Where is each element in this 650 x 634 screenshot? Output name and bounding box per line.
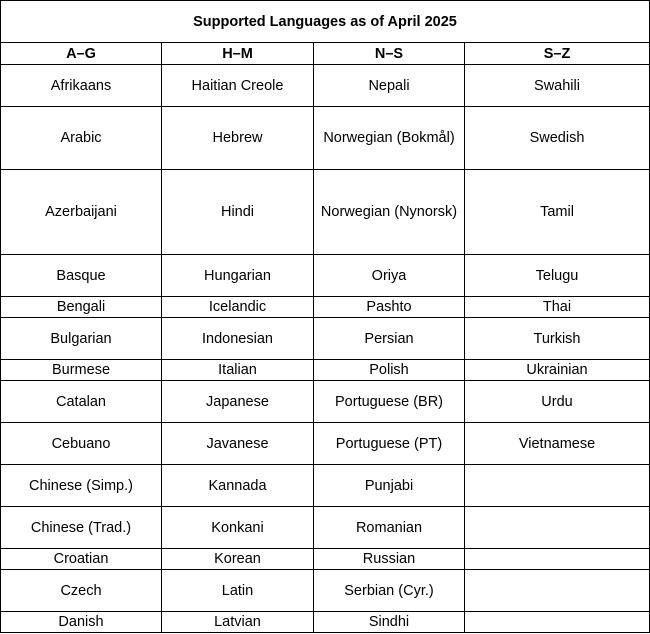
- table-cell: Hungarian: [162, 255, 314, 297]
- table-cell: Haitian Creole: [162, 65, 314, 107]
- table-cell: [465, 507, 650, 549]
- table-cell: Pashto: [314, 297, 465, 318]
- table-cell: Japanese: [162, 381, 314, 423]
- table-cell: Thai: [465, 297, 650, 318]
- table-row: [1, 360, 650, 381]
- table-cell: [465, 612, 650, 633]
- table-cell: Swahili: [465, 65, 650, 107]
- table-cell: Czech: [1, 570, 162, 612]
- table-cell: Korean: [162, 549, 314, 570]
- table-cell: Latvian: [162, 612, 314, 633]
- table-cell: Cebuano: [1, 423, 162, 465]
- table-cell: Telugu: [465, 255, 650, 297]
- table-cell: Hebrew: [162, 107, 314, 170]
- table-cell: Portuguese (PT): [314, 423, 465, 465]
- table-cell: Chinese (Trad.): [1, 507, 162, 549]
- table-cell: Latin: [162, 570, 314, 612]
- table-row: [1, 423, 650, 465]
- table-cell: Norwegian (Nynorsk): [314, 170, 465, 255]
- table-cell: Vietnamese: [465, 423, 650, 465]
- column-header: S–Z: [465, 43, 650, 65]
- table-cell: Punjabi: [314, 465, 465, 507]
- table-row: [1, 318, 650, 360]
- table-cell: Konkani: [162, 507, 314, 549]
- table-title: Supported Languages as of April 2025: [1, 1, 650, 43]
- table-cell: Bulgarian: [1, 318, 162, 360]
- table-cell: Basque: [1, 255, 162, 297]
- table-row: [1, 570, 650, 612]
- table-cell: Serbian (Cyr.): [314, 570, 465, 612]
- table-cell: Sindhi: [314, 612, 465, 633]
- table-cell: Turkish: [465, 318, 650, 360]
- table-row: [1, 297, 650, 318]
- table-row: [1, 612, 650, 633]
- table-cell: Javanese: [162, 423, 314, 465]
- table-cell: Chinese (Simp.): [1, 465, 162, 507]
- table-row: [1, 507, 650, 549]
- column-header: H–M: [162, 43, 314, 65]
- table-cell: [465, 549, 650, 570]
- table-cell: Indonesian: [162, 318, 314, 360]
- column-header: N–S: [314, 43, 465, 65]
- table-cell: Romanian: [314, 507, 465, 549]
- table-cell: Norwegian (Bokmål): [314, 107, 465, 170]
- table-cell: Tamil: [465, 170, 650, 255]
- table-cell: Bengali: [1, 297, 162, 318]
- table-cell: Burmese: [1, 360, 162, 381]
- table-row: [1, 65, 650, 107]
- table-cell: Arabic: [1, 107, 162, 170]
- table-row: [1, 170, 650, 255]
- table-row: [1, 381, 650, 423]
- table-cell: [465, 465, 650, 507]
- table-cell: Russian: [314, 549, 465, 570]
- table-cell: Portuguese (BR): [314, 381, 465, 423]
- table-cell: Nepali: [314, 65, 465, 107]
- table-cell: Persian: [314, 318, 465, 360]
- table-row: [1, 465, 650, 507]
- table-cell: Kannada: [162, 465, 314, 507]
- table-cell: Danish: [1, 612, 162, 633]
- table-cell: Polish: [314, 360, 465, 381]
- table-cell: Croatian: [1, 549, 162, 570]
- table-cell: [465, 570, 650, 612]
- table-cell: Ukrainian: [465, 360, 650, 381]
- table-cell: Azerbaijani: [1, 170, 162, 255]
- table-cell: Urdu: [465, 381, 650, 423]
- table-cell: Italian: [162, 360, 314, 381]
- table-row: [1, 549, 650, 570]
- table-cell: Swedish: [465, 107, 650, 170]
- table-row: [1, 107, 650, 170]
- header-row: [1, 43, 650, 65]
- table-cell: Catalan: [1, 381, 162, 423]
- table-cell: Afrikaans: [1, 65, 162, 107]
- table-cell: Icelandic: [162, 297, 314, 318]
- table-cell: Oriya: [314, 255, 465, 297]
- table-cell: Hindi: [162, 170, 314, 255]
- table-row: [1, 255, 650, 297]
- title-row: [1, 1, 650, 43]
- column-header: A–G: [1, 43, 162, 65]
